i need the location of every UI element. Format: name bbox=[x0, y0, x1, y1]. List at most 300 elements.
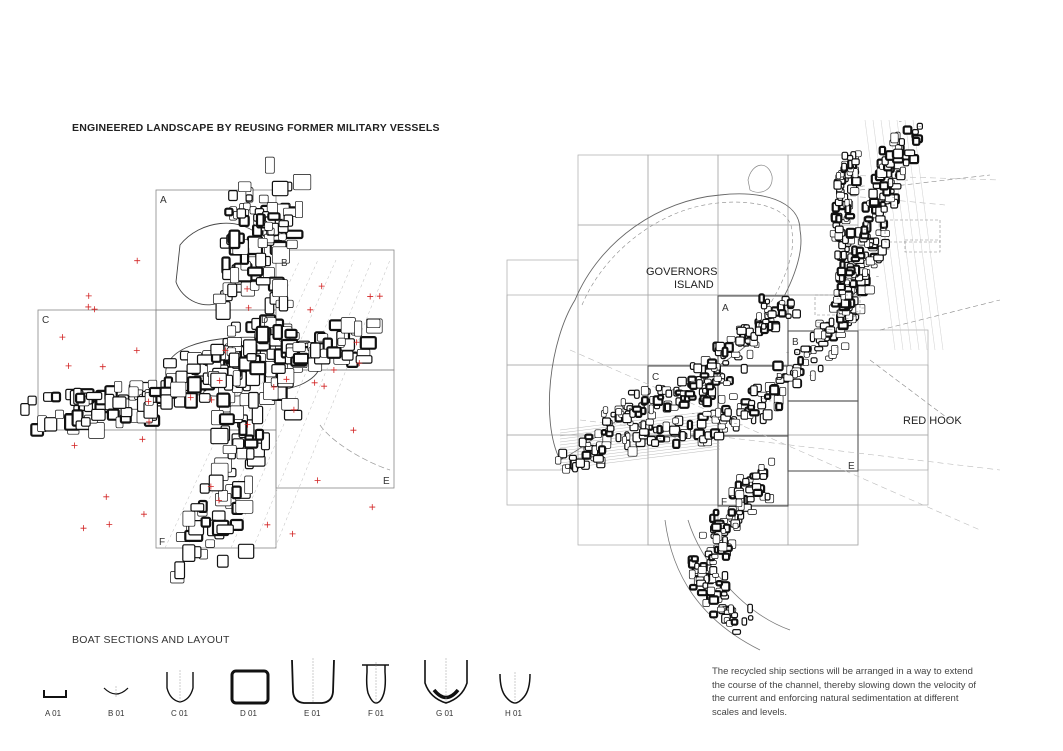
vessel-block bbox=[747, 497, 754, 502]
map-tile bbox=[648, 505, 718, 545]
vessel-block bbox=[200, 394, 211, 403]
vessel-block bbox=[801, 346, 810, 352]
vessel-block bbox=[239, 544, 254, 558]
vessel-block bbox=[183, 545, 195, 562]
vessel-block bbox=[658, 395, 663, 399]
vessel-block bbox=[256, 430, 263, 440]
survey-marker bbox=[106, 521, 112, 527]
vessel-block bbox=[295, 201, 302, 217]
vessel-block bbox=[741, 411, 748, 419]
vessel-block bbox=[641, 408, 645, 414]
vessel-block bbox=[265, 157, 274, 173]
map-tile bbox=[718, 225, 788, 295]
section-label-h01: H 01 bbox=[505, 709, 522, 718]
vessel-block bbox=[793, 370, 798, 378]
vessel-block bbox=[698, 590, 707, 595]
map-tile bbox=[578, 295, 648, 365]
section-label-c01: C 01 bbox=[171, 709, 188, 718]
vessel-block bbox=[585, 435, 592, 440]
vessel-block bbox=[839, 290, 845, 294]
vessel-block bbox=[880, 147, 885, 154]
vessel-block bbox=[250, 362, 265, 374]
vessel-block bbox=[750, 410, 759, 415]
vessel-block bbox=[356, 356, 372, 363]
vessel-block bbox=[202, 518, 211, 527]
vessel-block bbox=[699, 532, 706, 538]
map-tile bbox=[578, 155, 648, 225]
survey-marker bbox=[367, 293, 373, 299]
vessel-block bbox=[273, 280, 288, 297]
vessel-block bbox=[218, 555, 229, 567]
vessel-block bbox=[710, 612, 717, 618]
section-d01-icon bbox=[232, 671, 268, 703]
map-tile bbox=[648, 295, 718, 365]
survey-marker bbox=[369, 504, 375, 510]
vessel-block bbox=[236, 500, 253, 513]
vessel-block bbox=[834, 181, 841, 189]
vessel-block bbox=[245, 476, 253, 494]
vessel-block bbox=[216, 302, 230, 320]
vessel-block bbox=[770, 386, 778, 395]
vessel-block bbox=[233, 371, 240, 386]
caption-text: The recycled ship sections will be arranged in a way to extend the course of the channel, thereby slowing down the velocity of the current and enforcing natural sedimentation at different scales and levels. bbox=[712, 666, 977, 718]
right-cell-letter-e: E bbox=[848, 461, 855, 472]
vessel-block bbox=[874, 255, 884, 261]
vessel-block bbox=[819, 341, 828, 346]
survey-marker bbox=[315, 477, 321, 483]
survey-marker bbox=[312, 380, 318, 386]
vessel-block bbox=[717, 581, 723, 585]
vessel-block bbox=[769, 458, 775, 465]
vessel-block bbox=[731, 352, 740, 357]
section-b01-icon bbox=[104, 686, 128, 698]
vessel-block bbox=[311, 343, 321, 358]
vessel-block bbox=[265, 222, 273, 230]
vessel-block bbox=[338, 338, 345, 345]
left-cell-letter-f: F bbox=[159, 537, 166, 548]
vessel-block bbox=[688, 421, 692, 429]
vessel-block bbox=[894, 149, 903, 158]
vessel-block bbox=[811, 371, 816, 381]
vessel-block bbox=[714, 376, 721, 381]
vessel-block bbox=[835, 232, 842, 240]
vessel-block bbox=[256, 278, 270, 285]
vessel-block bbox=[833, 297, 841, 304]
vessel-block bbox=[28, 396, 36, 405]
vessel-block bbox=[842, 343, 849, 350]
survey-marker bbox=[66, 363, 72, 369]
map-tile bbox=[718, 155, 788, 225]
vessel-block bbox=[259, 195, 268, 203]
vessel-block bbox=[606, 431, 612, 436]
left-cell-letter-c: C bbox=[42, 315, 50, 326]
vessel-block bbox=[815, 347, 823, 351]
vessel-block bbox=[753, 473, 760, 479]
survey-marker bbox=[72, 443, 78, 449]
vessel-block bbox=[850, 188, 859, 195]
vessel-block bbox=[256, 253, 266, 266]
map-tile bbox=[578, 225, 648, 295]
vessel-block bbox=[176, 371, 187, 383]
section-g01-icon bbox=[425, 658, 467, 703]
map-tile bbox=[578, 505, 648, 545]
vessel-block bbox=[842, 152, 848, 159]
vessel-block bbox=[759, 294, 764, 302]
vessel-block bbox=[758, 403, 766, 409]
vessel-block bbox=[795, 350, 800, 355]
boat-sections bbox=[44, 658, 530, 718]
left-cell-letter-a: A bbox=[160, 195, 167, 206]
vessel-block bbox=[760, 474, 767, 480]
vessel-block bbox=[876, 216, 885, 222]
vessel-block bbox=[183, 511, 195, 526]
vessel-block bbox=[616, 434, 621, 442]
vessel-block bbox=[187, 364, 200, 373]
survey-marker bbox=[134, 258, 140, 264]
vessel-block bbox=[252, 406, 262, 423]
section-label-a01: A 01 bbox=[45, 709, 62, 718]
vessel-block bbox=[835, 226, 843, 233]
vessel-block bbox=[793, 310, 801, 318]
vessel-block bbox=[729, 394, 737, 400]
vessel-block bbox=[692, 556, 698, 561]
vessel-block bbox=[708, 587, 715, 594]
vessel-block bbox=[213, 511, 226, 521]
vessel-block bbox=[899, 139, 904, 146]
channel-guide bbox=[570, 350, 980, 530]
vessel-block bbox=[603, 418, 611, 425]
vessel-block bbox=[736, 337, 744, 345]
vessel-block bbox=[211, 344, 224, 355]
vessel-block bbox=[719, 543, 727, 551]
vessel-block bbox=[838, 268, 846, 275]
vessel-block bbox=[713, 535, 720, 544]
vessel-block bbox=[757, 313, 762, 321]
vessel-block bbox=[45, 418, 57, 431]
vessel-block bbox=[576, 459, 584, 467]
vessel-block bbox=[762, 324, 766, 329]
right-map bbox=[507, 120, 1000, 650]
vessel-block bbox=[821, 331, 825, 339]
right-cell-letter-b: B bbox=[792, 337, 799, 348]
survey-marker bbox=[81, 525, 87, 531]
vessel-block bbox=[272, 181, 288, 195]
vessel-block bbox=[599, 446, 605, 453]
vessel-block bbox=[87, 393, 102, 400]
vessel-block bbox=[115, 381, 122, 392]
survey-marker bbox=[264, 522, 270, 528]
vessel-block bbox=[621, 399, 625, 406]
vessel-block bbox=[274, 325, 282, 339]
vessel-block bbox=[725, 409, 731, 417]
island-tip-outline bbox=[748, 165, 772, 192]
survey-marker bbox=[350, 427, 356, 433]
vessel-block bbox=[616, 409, 622, 415]
vessel-block bbox=[286, 231, 302, 238]
vessel-block bbox=[663, 422, 669, 431]
left-plan bbox=[21, 157, 394, 583]
vessel-block bbox=[171, 382, 186, 397]
survey-marker bbox=[103, 494, 109, 500]
vessel-block bbox=[607, 426, 614, 432]
survey-marker bbox=[331, 367, 337, 373]
vessel-block bbox=[652, 440, 659, 447]
vessel-block bbox=[569, 455, 576, 460]
vessel-block bbox=[52, 393, 60, 402]
vessel-block bbox=[882, 240, 890, 248]
survey-marker bbox=[307, 307, 313, 313]
vessel-block bbox=[230, 231, 240, 248]
vessel-block bbox=[690, 383, 697, 389]
vessel-block bbox=[804, 352, 809, 357]
survey-marker bbox=[92, 306, 98, 312]
vessel-block bbox=[282, 399, 299, 411]
vessel-block bbox=[779, 310, 786, 316]
vessel-block bbox=[786, 314, 791, 318]
vessel-block bbox=[76, 394, 84, 403]
vessel-block bbox=[718, 424, 725, 429]
vessel-block bbox=[846, 270, 853, 275]
survey-marker bbox=[134, 347, 140, 353]
section-label-d01: D 01 bbox=[240, 709, 257, 718]
vessel-block bbox=[736, 491, 744, 499]
vessel-block bbox=[874, 238, 879, 245]
vessel-block bbox=[21, 404, 29, 416]
vessel-block bbox=[646, 419, 653, 425]
vessel-block bbox=[268, 213, 279, 220]
vessel-block bbox=[729, 509, 735, 515]
vessel-block bbox=[586, 442, 591, 446]
vessel-block bbox=[793, 379, 801, 388]
vessel-block bbox=[759, 464, 764, 470]
vessel-block bbox=[247, 354, 256, 361]
vessel-block bbox=[776, 403, 782, 410]
vessel-block bbox=[710, 515, 714, 522]
vessel-block bbox=[206, 540, 215, 548]
right-cell-letter-d: D bbox=[776, 372, 784, 383]
vessel-block bbox=[723, 348, 728, 357]
section-e01-icon bbox=[292, 658, 334, 703]
vessel-block bbox=[727, 336, 735, 342]
vessel-block bbox=[837, 193, 845, 199]
vessel-block bbox=[293, 343, 305, 352]
vessel-block bbox=[355, 321, 362, 336]
vessel-block bbox=[161, 395, 172, 409]
vessel-block bbox=[697, 380, 703, 389]
vessel-block bbox=[628, 447, 637, 456]
vessel-block bbox=[852, 177, 861, 185]
vessel-block bbox=[200, 484, 209, 493]
vessel-block bbox=[852, 257, 859, 261]
vessel-block bbox=[748, 510, 757, 515]
vessel-block bbox=[223, 445, 236, 453]
vessel-block bbox=[852, 247, 857, 256]
vessel-block bbox=[751, 386, 758, 396]
vessel-block bbox=[717, 607, 724, 612]
vessel-block bbox=[719, 395, 726, 403]
boat-sections-title: BOAT SECTIONS AND LAYOUT bbox=[72, 634, 230, 646]
vessel-block bbox=[865, 286, 874, 294]
vessel-block bbox=[225, 209, 232, 216]
vessel-block bbox=[245, 440, 257, 448]
vessel-block bbox=[342, 351, 353, 360]
vessel-block bbox=[55, 410, 63, 419]
survey-marker bbox=[321, 383, 327, 389]
vessel-block bbox=[736, 499, 742, 507]
right-cell-letter-a: A bbox=[722, 303, 729, 314]
left-cell-letter-d: D bbox=[261, 315, 269, 326]
vessel-block bbox=[92, 409, 105, 420]
left-plan-vessel-layout bbox=[21, 157, 390, 583]
vessel-block bbox=[765, 299, 769, 304]
vessel-block bbox=[765, 493, 770, 500]
vessel-block bbox=[780, 387, 786, 395]
survey-marker bbox=[141, 511, 147, 517]
vessel-block bbox=[690, 585, 697, 590]
vessel-block bbox=[230, 268, 238, 283]
vessel-block bbox=[900, 167, 905, 175]
vessel-block bbox=[733, 523, 738, 528]
survey-marker bbox=[139, 436, 145, 442]
vessel-block bbox=[678, 377, 687, 386]
vessel-block bbox=[657, 426, 661, 433]
section-f01-icon bbox=[362, 662, 389, 703]
map-tile bbox=[507, 365, 578, 435]
vessel-block bbox=[211, 428, 228, 443]
vessel-block bbox=[870, 199, 879, 206]
vessel-block bbox=[680, 402, 689, 408]
vessel-block bbox=[845, 199, 849, 206]
vessel-block bbox=[712, 554, 718, 558]
vessel-block bbox=[294, 174, 311, 189]
vessel-block bbox=[747, 350, 753, 358]
map-tile bbox=[507, 295, 578, 365]
vessel-block bbox=[888, 179, 893, 187]
vessel-block bbox=[818, 365, 823, 371]
vessel-block bbox=[773, 362, 782, 371]
vessel-block bbox=[227, 326, 235, 336]
vessel-block bbox=[743, 479, 749, 485]
vessel-block bbox=[227, 337, 241, 346]
vessel-block bbox=[642, 397, 648, 404]
vessel-block bbox=[891, 133, 898, 143]
vessel-block bbox=[698, 567, 706, 574]
vessel-block bbox=[763, 319, 769, 323]
vessel-block bbox=[272, 365, 285, 374]
vessel-block bbox=[694, 364, 702, 373]
vessel-block bbox=[697, 420, 706, 428]
vessel-block bbox=[865, 217, 873, 221]
vessel-block bbox=[247, 449, 254, 459]
vessel-block bbox=[703, 397, 711, 406]
page-title: ENGINEERED LANDSCAPE BY REUSING FORMER MILITARY VESSELS bbox=[72, 122, 440, 134]
vessel-block bbox=[723, 361, 729, 365]
vessel-block bbox=[233, 487, 241, 499]
section-c01-icon bbox=[167, 670, 193, 702]
section-label-g01: G 01 bbox=[436, 709, 454, 718]
map-tile bbox=[788, 505, 858, 545]
vessel-block bbox=[640, 429, 649, 436]
left-cell-letter-e: E bbox=[383, 476, 390, 487]
survey-marker bbox=[85, 304, 91, 310]
vessel-block bbox=[228, 284, 237, 296]
vessel-block bbox=[798, 357, 803, 365]
vessel-block bbox=[768, 311, 776, 318]
vessel-block bbox=[754, 490, 762, 496]
section-h01-icon bbox=[500, 672, 530, 703]
vessel-block bbox=[835, 251, 840, 259]
vessel-block bbox=[913, 130, 919, 135]
vessel-block bbox=[841, 251, 846, 259]
vessel-block bbox=[737, 511, 743, 515]
vessel-block bbox=[706, 384, 713, 389]
vessel-block bbox=[686, 391, 695, 396]
vessel-block bbox=[910, 155, 919, 163]
vessel-block bbox=[723, 381, 730, 386]
vessel-block bbox=[229, 353, 239, 367]
vessel-block bbox=[714, 432, 723, 440]
vessel-block bbox=[217, 525, 233, 534]
governors-island-label-line1: GOVERNORS bbox=[646, 266, 718, 278]
section-label-b01: B 01 bbox=[108, 709, 125, 718]
vessel-block bbox=[733, 630, 741, 635]
vessel-block bbox=[741, 365, 747, 374]
vessel-block bbox=[722, 592, 727, 596]
vessel-block bbox=[175, 562, 185, 579]
vessel-block bbox=[722, 572, 727, 580]
vessel-block bbox=[765, 394, 770, 399]
vessel-block bbox=[665, 404, 670, 412]
vessel-block bbox=[594, 456, 604, 463]
vessel-block bbox=[856, 304, 865, 313]
channel-guide bbox=[840, 175, 1000, 180]
vessel-block bbox=[842, 163, 847, 170]
vessel-block bbox=[285, 410, 302, 420]
vessel-block bbox=[829, 318, 834, 326]
vessel-block bbox=[763, 410, 772, 420]
vessel-block bbox=[903, 160, 909, 166]
vessel-block bbox=[737, 327, 746, 334]
vessel-block bbox=[779, 301, 785, 305]
vessel-block bbox=[246, 195, 252, 201]
vessel-block bbox=[680, 432, 685, 441]
right-cell-letter-c: C bbox=[652, 372, 660, 383]
red-hook-label: RED HOOK bbox=[903, 415, 962, 427]
vessel-block bbox=[213, 294, 225, 304]
vessel-block bbox=[701, 373, 709, 377]
vessel-block bbox=[641, 387, 648, 396]
vessel-block bbox=[748, 604, 753, 613]
vessel-block bbox=[673, 418, 679, 424]
map-tile bbox=[858, 330, 928, 470]
vessel-block bbox=[217, 394, 229, 407]
vessel-block bbox=[904, 127, 912, 134]
vessel-block bbox=[721, 529, 726, 534]
vessel-block bbox=[341, 318, 355, 334]
vessel-block bbox=[635, 390, 640, 398]
vessel-block bbox=[89, 423, 105, 439]
vessel-block bbox=[287, 240, 297, 248]
vessel-block bbox=[709, 596, 718, 603]
vessel-block bbox=[633, 407, 641, 412]
vessel-block bbox=[279, 221, 288, 227]
vessel-block bbox=[836, 332, 846, 337]
section-label-f01: F 01 bbox=[368, 709, 385, 718]
vessel-block bbox=[838, 284, 845, 290]
vessel-block bbox=[716, 408, 721, 417]
section-a01-icon bbox=[44, 690, 66, 697]
vessel-block bbox=[279, 296, 287, 311]
